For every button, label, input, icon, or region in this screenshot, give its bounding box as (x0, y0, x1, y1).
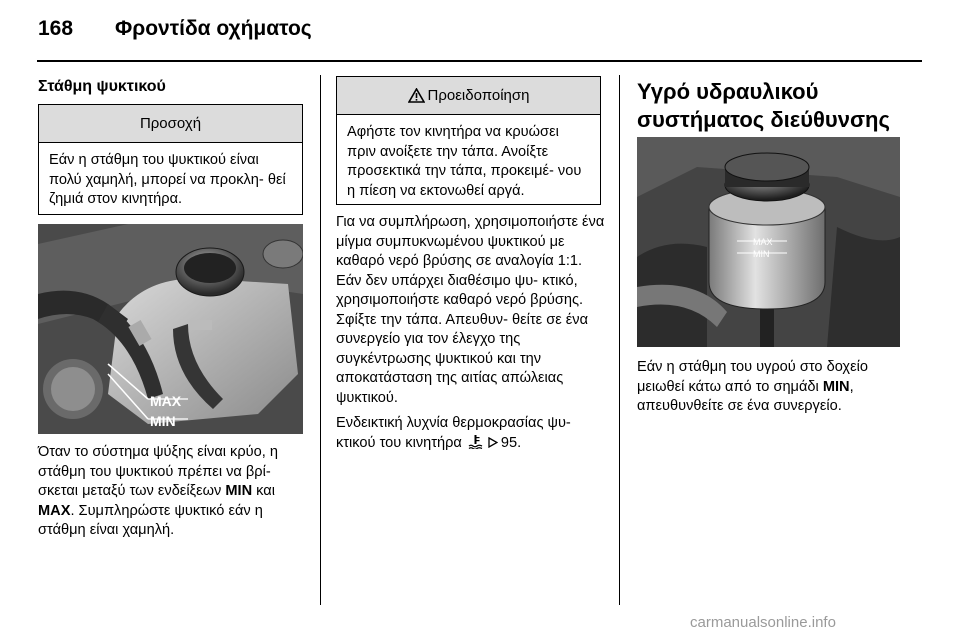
section-heading: Υγρό υδραυλικού συστήματος διεύθυνσης (637, 79, 890, 132)
page-reference-icon (488, 437, 498, 448)
text-span: Εάν η στάθμη του υγρού στο δοχείο μειωθεί κάτω από το σημάδι (637, 359, 868, 395)
max-mark-label: MAX (150, 393, 182, 409)
min-mark-label: MIN (753, 249, 770, 259)
column-divider (619, 75, 620, 605)
text-span: Ενδεικτική λυχνία θερμοκρασίας ψυ- κτικού του κινητήρα (336, 415, 571, 451)
page-number: 168 (38, 17, 74, 40)
max-mark-label: MAX (753, 237, 773, 247)
text-span: , απευθυνθείτε σε ένα συνεργείο. (637, 378, 854, 414)
indicator-paragraph (336, 414, 606, 453)
page-reference: 95. (500, 434, 522, 451)
coolant-reservoir-illustration (38, 224, 303, 434)
watermark: carmanualsonline.info (690, 614, 836, 631)
coolant-temperature-icon (468, 434, 483, 449)
notice-text: Εάν η στάθμη του ψυκτικού είναι πολύ χαμηλή, μπορεί να προκλη- θεί ζημιά στον κινητήρα. (49, 152, 286, 207)
warning-title: Προειδοποίηση (427, 87, 530, 104)
warning-text: Αφήστε τον κινητήρα να κρυώσει πριν ανοίξετε την τάπα. Ανοίξτε προσεκτικά την τάπα, προκειμέ- νου η πίεση να εκτονωθεί αργά. (347, 124, 582, 199)
steering-reservoir-illustration (637, 137, 900, 347)
power-steering-reservoir-photo (637, 137, 900, 347)
steering-fluid-paragraph (637, 358, 907, 423)
warning-triangle-icon (408, 88, 425, 103)
notice-title: Προσοχή (39, 105, 302, 143)
text-span: και (252, 483, 275, 499)
refill-paragraph: Για να συμπλήρωση, χρησιμοποιήστε ένα μίγμα συμπυκνωμένου ψυκτικού με καθαρό νερό βρύσης σε αναλογία 1:1. Εάν δεν υπάρχει διαθέσιμο ψυ- κτικό, χρησιμοποιήστε καθαρό νερό βρύσης. Σφίξτε την τάπα. Απευθυν- θείτε σε ένα συνεργείο για τον έλεγχο της συγκέντρωσης ψυκτικού και την αποκατάσταση της αιτίας απώλειας ψυκτικού. (336, 214, 605, 406)
page-title: Φροντίδα οχήματος (115, 17, 312, 40)
section-heading: Στάθμη ψυκτικού (38, 78, 166, 95)
min-mark: MIN (822, 378, 850, 395)
coolant-level-paragraph (38, 443, 308, 547)
warning-box (336, 76, 601, 205)
warning-title-bar (337, 77, 600, 115)
text-span: . Συμπληρώστε ψυκτικό εάν η στάθμη είναι χαμηλή. (38, 502, 263, 538)
text-span: Όταν το σύστημα ψύξης είναι κρύο, η στάθμη του ψυκτικού πρέπει να βρί- σκεται μεταξύ των ενδείξεων (38, 444, 278, 499)
header-rule (37, 60, 922, 62)
notice-box (38, 104, 303, 215)
column-divider (320, 75, 321, 605)
refill-paragraphs (336, 213, 606, 459)
max-mark: MAX (38, 502, 71, 519)
coolant-reservoir-photo (38, 224, 303, 434)
min-mark: MIN (225, 483, 253, 499)
min-mark-label: MIN (150, 413, 176, 429)
